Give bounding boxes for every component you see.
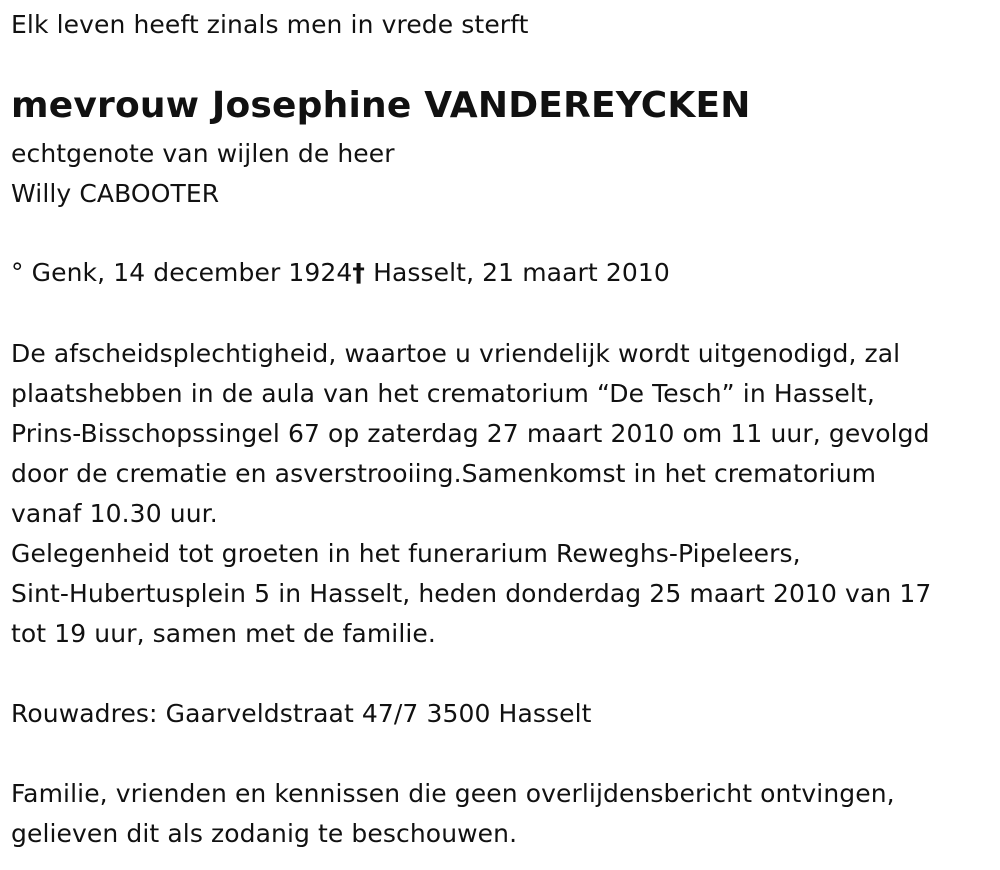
life-dates [11, 253, 670, 293]
cross-icon: † [352, 258, 366, 287]
ceremony-line: Gelegenheid tot groeten in het funerarium Reweghs-Pipeleers, [11, 539, 801, 568]
ceremony-details [11, 334, 931, 654]
spouse-info [11, 134, 395, 214]
mourning-address: Rouwadres: Gaarveldstraat 47/7 3500 Hasselt [11, 699, 592, 728]
ceremony-line: De afscheidsplechtigheid, waartoe u vriendelijk wordt uitgenodigd, zal [11, 339, 901, 368]
spouse-name: Willy CABOOTER [11, 179, 220, 208]
closing-note [11, 774, 895, 854]
ceremony-line: tot 19 uur, samen met de familie. [11, 619, 436, 648]
closing-line: gelieven dit als zodanig te beschouwen. [11, 819, 518, 848]
ceremony-line: plaatshebben in de aula van het crematorium “De Tesch” in Hasselt, [11, 379, 875, 408]
ceremony-line: vanaf 10.30 uur. [11, 499, 218, 528]
spouse-relation: echtgenote van wijlen de heer [11, 139, 395, 168]
motto: Elk leven heeft zinals men in vrede sterft [11, 10, 529, 39]
birth-symbol: ° [11, 258, 24, 287]
death-date: Hasselt, 21 maart 2010 [373, 258, 670, 287]
ceremony-line: Sint-Hubertusplein 5 in Hasselt, heden donderdag 25 maart 2010 van 17 [11, 579, 932, 608]
ceremony-line: door de crematie en asverstrooiing.Samenkomst in het crematorium [11, 459, 877, 488]
deceased-name: mevrouw Josephine VANDEREYCKEN [11, 85, 751, 126]
ceremony-line: Prins-Bisschopssingel 67 op zaterdag 27 maart 2010 om 11 uur, gevolgd [11, 419, 930, 448]
closing-line: Familie, vrienden en kennissen die geen overlijdensbericht ontvingen, [11, 779, 895, 808]
birth-date: Genk, 14 december 1924 [31, 258, 353, 287]
